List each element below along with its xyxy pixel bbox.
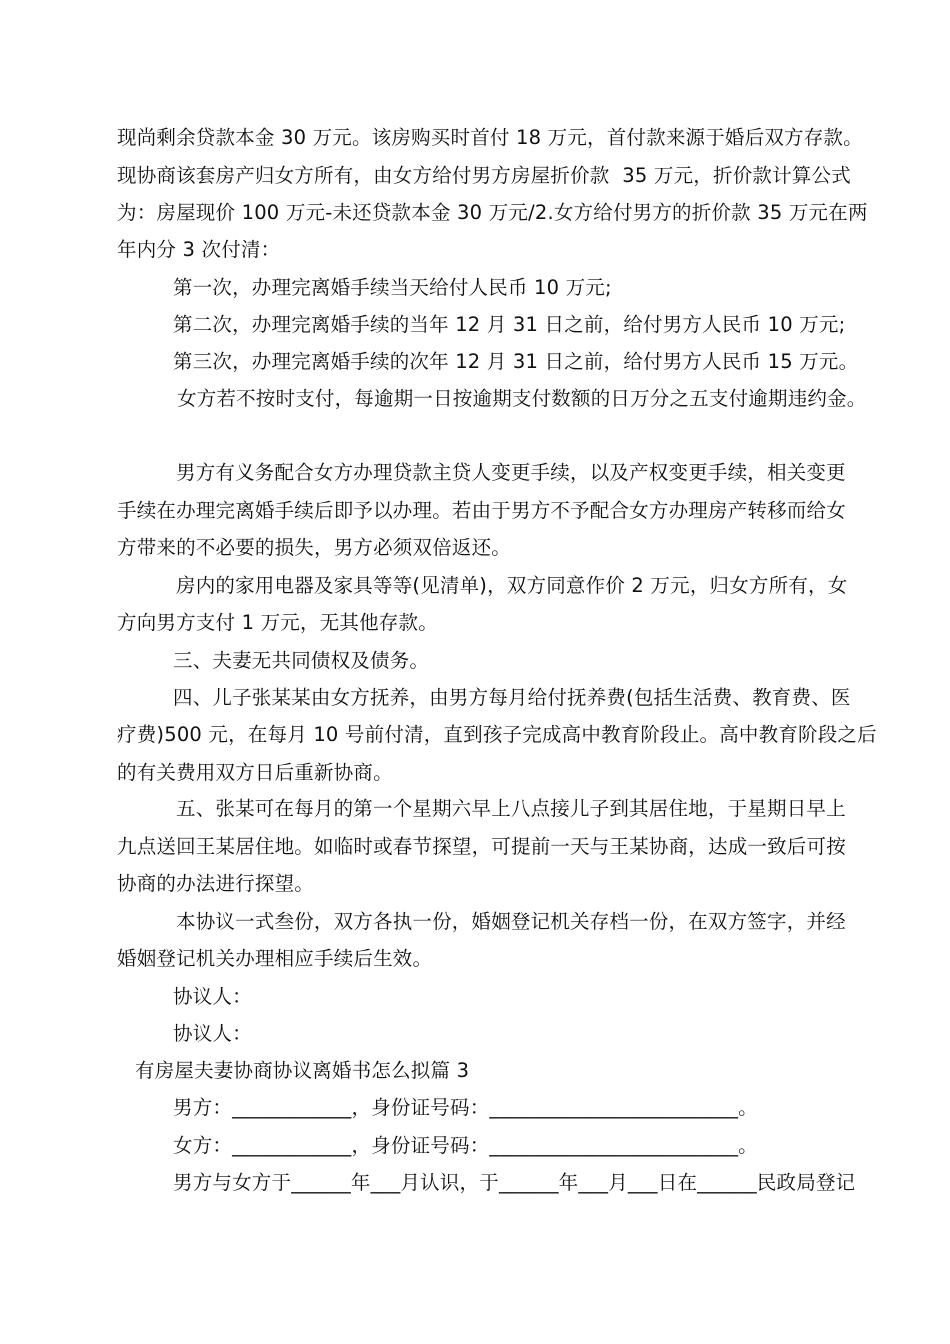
text-line: 男方：____________，身份证号码：_________________________。 (173, 1096, 758, 1119)
text-line: 九点送回王某居住地。如临时或春节探望，可提前一天与王某协商，达成一致后可按 (117, 835, 846, 858)
text-line: 年内分 3 次付清： (117, 238, 281, 261)
text-line: 疗费)500 元，在每月 10 号前付清，直到孩子完成高中教育阶段止。高中教育阶段之后 (117, 723, 877, 746)
text-line: 男方有义务配合女方办理贷款主贷人变更手续，以及产权变更手续，相关变更 (176, 461, 846, 484)
text-line: 女方：____________，身份证号码：_________________________。 (173, 1134, 758, 1157)
text-line: 本协议一式叁份，双方各执一份，婚姻登记机关存档一份，在双方签字，并经 (176, 910, 846, 933)
text-line: 现尚剩余贷款本金 30 万元。该房购买时首付 18 万元，首付款来源于婚后双方存款。 (117, 126, 863, 149)
text-line: 三、夫妻无共同债权及债务。 (173, 649, 430, 672)
text-line: 的有关费用双方日后重新协商。 (117, 761, 393, 784)
text-line: 房内的家用电器及家具等等(见清单)，双方同意作价 2 万元，归女方所有，女 (176, 574, 848, 597)
text-line: 第三次，办理完离婚手续的次年 12 月 31 日之前，给付男方人民币 15 万元。 (173, 350, 859, 373)
text-line: 女方若不按时支付，每逾期一日按逾期支付数额的日万分之五支付逾期违约金。 (177, 387, 867, 410)
text-line: 协议人： (173, 985, 252, 1008)
text-line: 四、儿子张某某由女方抚养，由男方每月给付抚养费(包括生活费、教育费、医 (173, 686, 851, 709)
text-line: 男方与女方于______年___月认识，于______年___月___日在______民政局登记 (173, 1171, 856, 1194)
text-line: 方向男方支付 1 万元，无其他存款。 (117, 611, 438, 634)
text-line: 手续在办理完离婚手续后即予以办理。若由于男方不予配合女方办理房产转移而给女 (117, 499, 846, 522)
text-line: 方带来的不必要的损失，男方必须双倍返还。 (117, 536, 512, 559)
text-line: 五、张某可在每月的第一个星期六早上八点接儿子到其居住地，于星期日早上 (176, 797, 846, 820)
section-heading: 有房屋夫妻协商协议离婚书怎么拟篇 3 (135, 1059, 470, 1082)
text-line: 现协商该套房产归女方所有，由女方给付男方房屋折价款 35 万元，折价款计算公式 (117, 164, 851, 187)
text-line: 第一次，办理完离婚手续当天给付人民币 10 万元; (173, 276, 612, 299)
text-line: 第二次，办理完离婚手续的当年 12 月 31 日之前，给付男方人民币 10 万元; (173, 313, 846, 336)
text-line: 协商的办法进行探望。 (117, 872, 315, 895)
text-line: 为：房屋现价 100 万元-未还贷款本金 30 万元/2.女方给付男方的折价款 35 万元在两 (117, 201, 868, 224)
text-line: 协议人： (173, 1022, 252, 1045)
text-line: 婚姻登记机关办理相应手续后生效。 (117, 947, 433, 970)
